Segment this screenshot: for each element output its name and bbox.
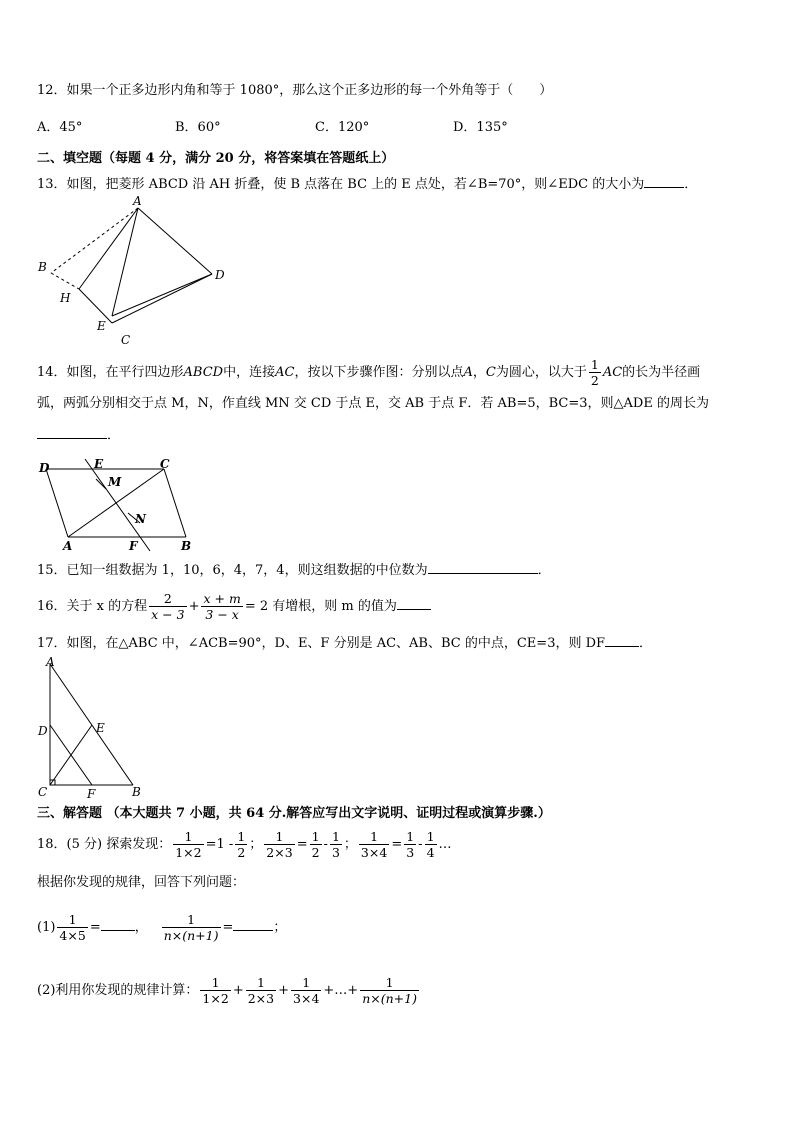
q14-label-f: F [129,539,138,553]
q16-text: 16．关于 x 的方程 $\frac{2}{x - 3}$ + $\frac{x + m}{3 - x}$ = 2 有增根，则 m 的值为 [37,588,431,626]
q12-option-a: A．45° [37,120,83,135]
q13-label-e: E [97,319,106,333]
q14-label-c: C [160,457,170,471]
q14-label-n: N [135,512,146,526]
q17-answer-blank [605,646,639,647]
q15-text: 15．已知一组数据为 1，10，6，4，7，4，则这组数据的中位数为 ． [37,563,551,578]
q16-answer-blank [397,609,431,610]
q17-label-a: A [46,655,55,669]
q18-intro: 18．(5 分) 探索发现： $\frac{1}{1\times 2}$ =1 - $\frac{1}{2}$ ； $\frac{1}{2\times 3}$ = $\frac{1}{2}$ - $\frac{1}{3}$ ； $\frac{1}{3\times 4}$ = $\frac{1}{3}$ - $\frac{1}{4}$ … [37,829,452,860]
q12-option-c: C．120° [315,120,370,135]
q13-label-d: D [215,268,225,282]
q14-label-m: M [108,475,122,489]
section2-heading: 二、填空题（每题 4 分，满分 20 分，将答案填在答题纸上） [37,151,395,166]
q13-label-c: C [121,333,131,347]
q18-part1-blank-2 [233,930,273,931]
q18-rule: 根据你发现的规律，回答下列问题： [37,875,246,890]
q17-label-c: C [38,785,48,799]
q14-line1: 14．如图，在平行四边形ABCD中，连接AC，按以下步骤作图：分别以点A，C为圆心，以大于 $\frac{1}{2}$ AC的长为半径画 [37,357,701,388]
q13-label-b: B [38,260,47,274]
q12-text: 12．如果一个正多边形内角和等于 1080°，那么这个正多边形的每一个外角等于（ ） [37,83,553,98]
q12-option-d: D．135° [453,120,508,135]
q17-label-e: E [96,721,105,735]
q14-answer-blank [37,438,107,439]
q12-option-b: B．60° [175,120,221,135]
q17-label-d: D [38,724,48,738]
q14-answer-line: ． [37,428,120,444]
q14-label-d: D [39,461,50,475]
q14-label-a: A [63,539,73,553]
q17-label-b: B [132,785,141,799]
q18-part1-blank-1 [101,930,135,931]
q14-label-e: E [94,457,104,471]
q17-figure [35,655,150,801]
section3-heading: 三、解答题 （本大题共 7 小题，共 64 分.解答应写出文字说明、证明过程或演算步骤.） [37,806,551,821]
q18-part1: (1) $\frac{1}{4\times 5}$ = ， $\frac{1}{n\times(n+1)}$ = ； [37,912,287,943]
q15-answer-blank [428,573,538,574]
q13-label-a: A [133,194,142,208]
q18-part2: (2)利用你发现的规律计算： $\frac{1}{1\times 2}$ + $\frac{1}{2\times 3}$ + $\frac{1}{3\times 4}$ +…+ $\frac{1}{n\times(n+1)}$ [37,975,417,1006]
q17-text: 17．如图，在△ABC 中，∠ACB=90°，D、E、F 分别是 AC、AB、BC 的中点，CE=3，则 DF ． [37,636,653,651]
q14-line2: 弧，两弧分别相交于点 M，N，作直线 MN 交 CD 于点 E，交 AB 于点 F．若 AB=5，BC=3，则△ADE 的周长为 [37,396,709,411]
q13-text: 13．如图，把菱形 ABCD 沿 AH 折叠，使 B 点落在 BC 上的 E 点处，若∠B=70°，则∠EDC 的大小为 ． [37,177,698,192]
q13-figure [30,195,240,350]
q13-answer-blank [644,187,684,188]
q13-label-h: H [60,291,71,305]
q17-label-f: F [87,787,96,801]
q14-figure [30,455,200,555]
q14-label-b: B [181,539,192,553]
